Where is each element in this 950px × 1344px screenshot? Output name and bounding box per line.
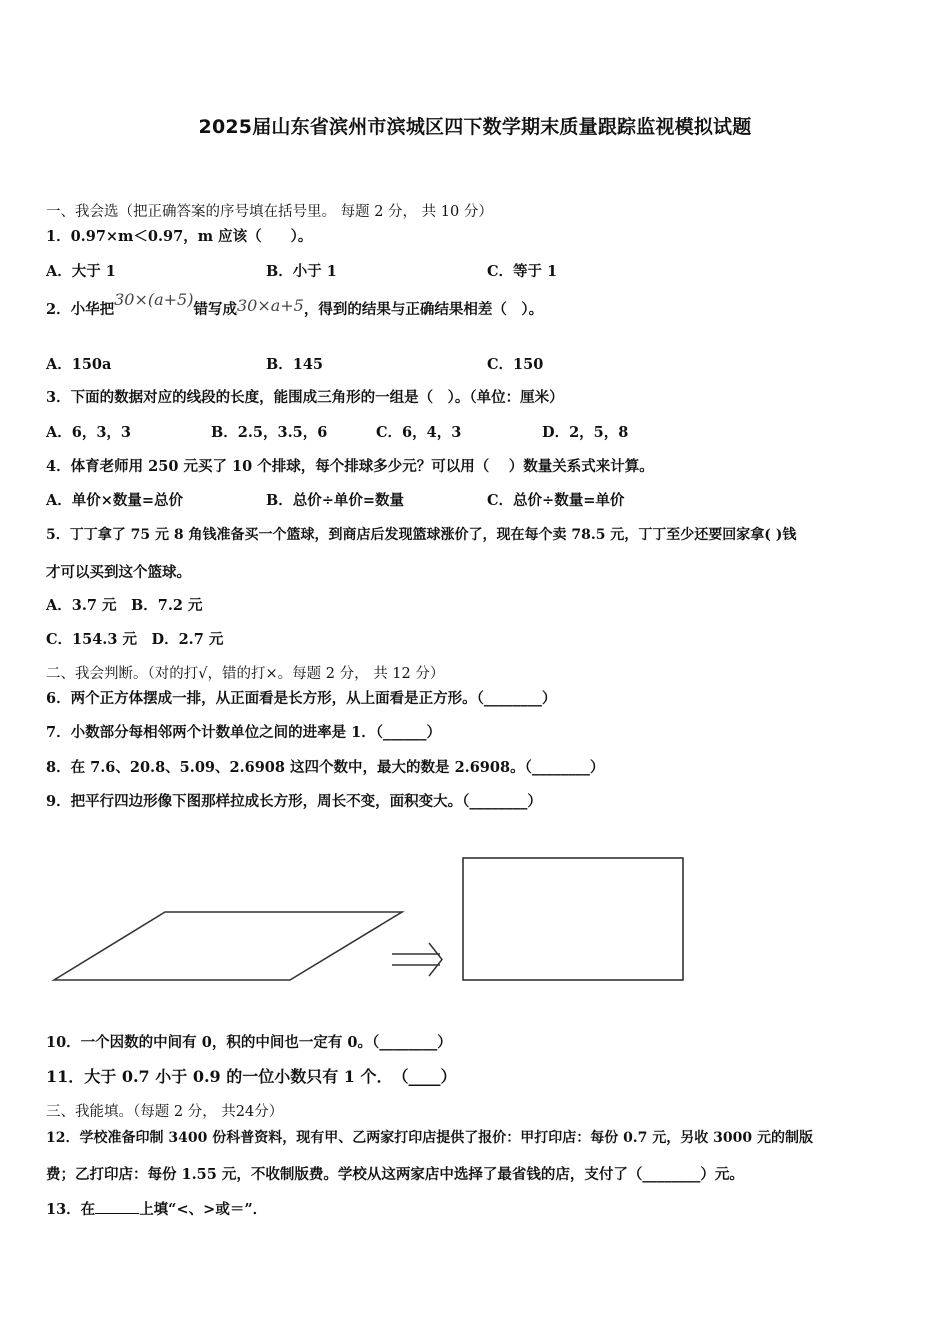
- question-13: [46, 1199, 267, 1220]
- q2-option-b: B．145: [266, 356, 324, 373]
- q3-option-a: A．6，3，3: [46, 424, 132, 441]
- question-8: 8．在 7.6、20.8、5.09、2.6908 这四个数中，最大的数是 2.6908。（________）: [46, 759, 605, 776]
- question-9: 9．把平行四边形像下图那样拉成长方形，周长不变，面积变大。（________）: [46, 793, 542, 810]
- q13-blank[interactable]: [95, 1199, 139, 1214]
- section-1-heading: 一、我会选（把正确答案的序号填在括号里。 每题 2 分， 共 10 分）: [46, 204, 493, 220]
- q3-option-c: C．6，4，3: [376, 424, 462, 441]
- question-10: 10．一个因数的中间有 0，积的中间也一定有 0。（________）: [46, 1034, 452, 1051]
- question-4: 4．体育老师用 250 元买了 10 个排球，每个排球多少元？可以用（ ）数量关系式来计算。: [46, 458, 654, 475]
- q2-prefix: 2．小华把: [46, 301, 115, 318]
- question-2: [46, 290, 544, 320]
- q3-option-b: B．2.5，3.5，6: [211, 424, 328, 441]
- q13-suffix: 上填“<、>或＝”．: [139, 1201, 268, 1218]
- q5-options-cd: C．154.3 元 D．2.7 元: [46, 631, 224, 648]
- q4-option-a: A．单价×数量=总价: [46, 492, 184, 509]
- q3-option-d: D．2，5，8: [542, 424, 629, 441]
- question-12-line-2: 费；乙打印店：每份 1.55 元，不收制版费。学校从这两家店中选择了最省钱的店，支付了（________）元。: [46, 1166, 744, 1183]
- q2-option-c: C．150: [487, 356, 544, 373]
- q2-expression-correct: 30×(a+5): [114, 290, 194, 309]
- q2-option-a: A．150a: [46, 356, 112, 373]
- parallelogram-shape: [54, 912, 402, 980]
- question-5-line-1: 5．丁丁拿了 75 元 8 角钱准备买一个篮球，到商店后发现篮球涨价了，现在每个卖 78.5 元，丁丁至少还要回家拿( )钱: [46, 527, 797, 543]
- page-title: 2025届山东省滨州市滨城区四下数学期末质量跟踪监视模拟试题: [198, 116, 752, 138]
- q1-option-b: B．小于 1: [266, 263, 337, 280]
- rectangle-shape: [463, 858, 683, 980]
- q2-middle: 错写成: [193, 301, 237, 318]
- question-1: 1．0.97×m＜0.97，m 应该（ ）。: [46, 228, 313, 245]
- q5-options-ab: A．3.7 元 B．7.2 元: [46, 597, 203, 614]
- section-3-heading: 三、我能填。（每题 2 分， 共24分）: [46, 1104, 284, 1120]
- question-12-line-1: 12．学校准备印制 3400 份科普资料，现有甲、乙两家打印店提供了报价：甲打印店：每份 0.7 元，另收 3000 元的制版: [46, 1130, 814, 1146]
- question-5-line-2: 才可以买到这个篮球。: [46, 564, 191, 581]
- question-3: 3．下面的数据对应的线段的长度，能围成三角形的一组是（ ）。（单位：厘米）: [46, 389, 564, 406]
- question-6: 6．两个正方体摆成一排，从正面看是长方形，从上面看是正方形。（________）: [46, 690, 557, 707]
- q1-option-a: A．大于 1: [46, 263, 116, 280]
- q1-option-c: C．等于 1: [487, 263, 558, 280]
- double-arrow-icon: [392, 943, 442, 976]
- parallelogram-to-rectangle-figure: [40, 840, 700, 990]
- q4-option-c: C．总价÷数量=单价: [487, 492, 625, 509]
- q2-suffix: ，得到的结果与正确结果相差（ ）。: [303, 301, 544, 318]
- section-2-heading: 二、我会判断。（对的打√，错的打×。每题 2 分， 共 12 分）: [46, 666, 445, 682]
- question-7: 7．小数部分每相邻两个计数单位之间的进率是 1．（______）: [46, 724, 441, 741]
- q13-prefix: 13．在: [46, 1201, 96, 1218]
- q2-expression-wrong: 30×a+5: [236, 296, 304, 315]
- q4-option-b: B．总价÷单价=数量: [266, 492, 405, 509]
- question-11: 11．大于 0.7 小于 0.9 的一位小数只有 1 个． （____）: [46, 1067, 457, 1086]
